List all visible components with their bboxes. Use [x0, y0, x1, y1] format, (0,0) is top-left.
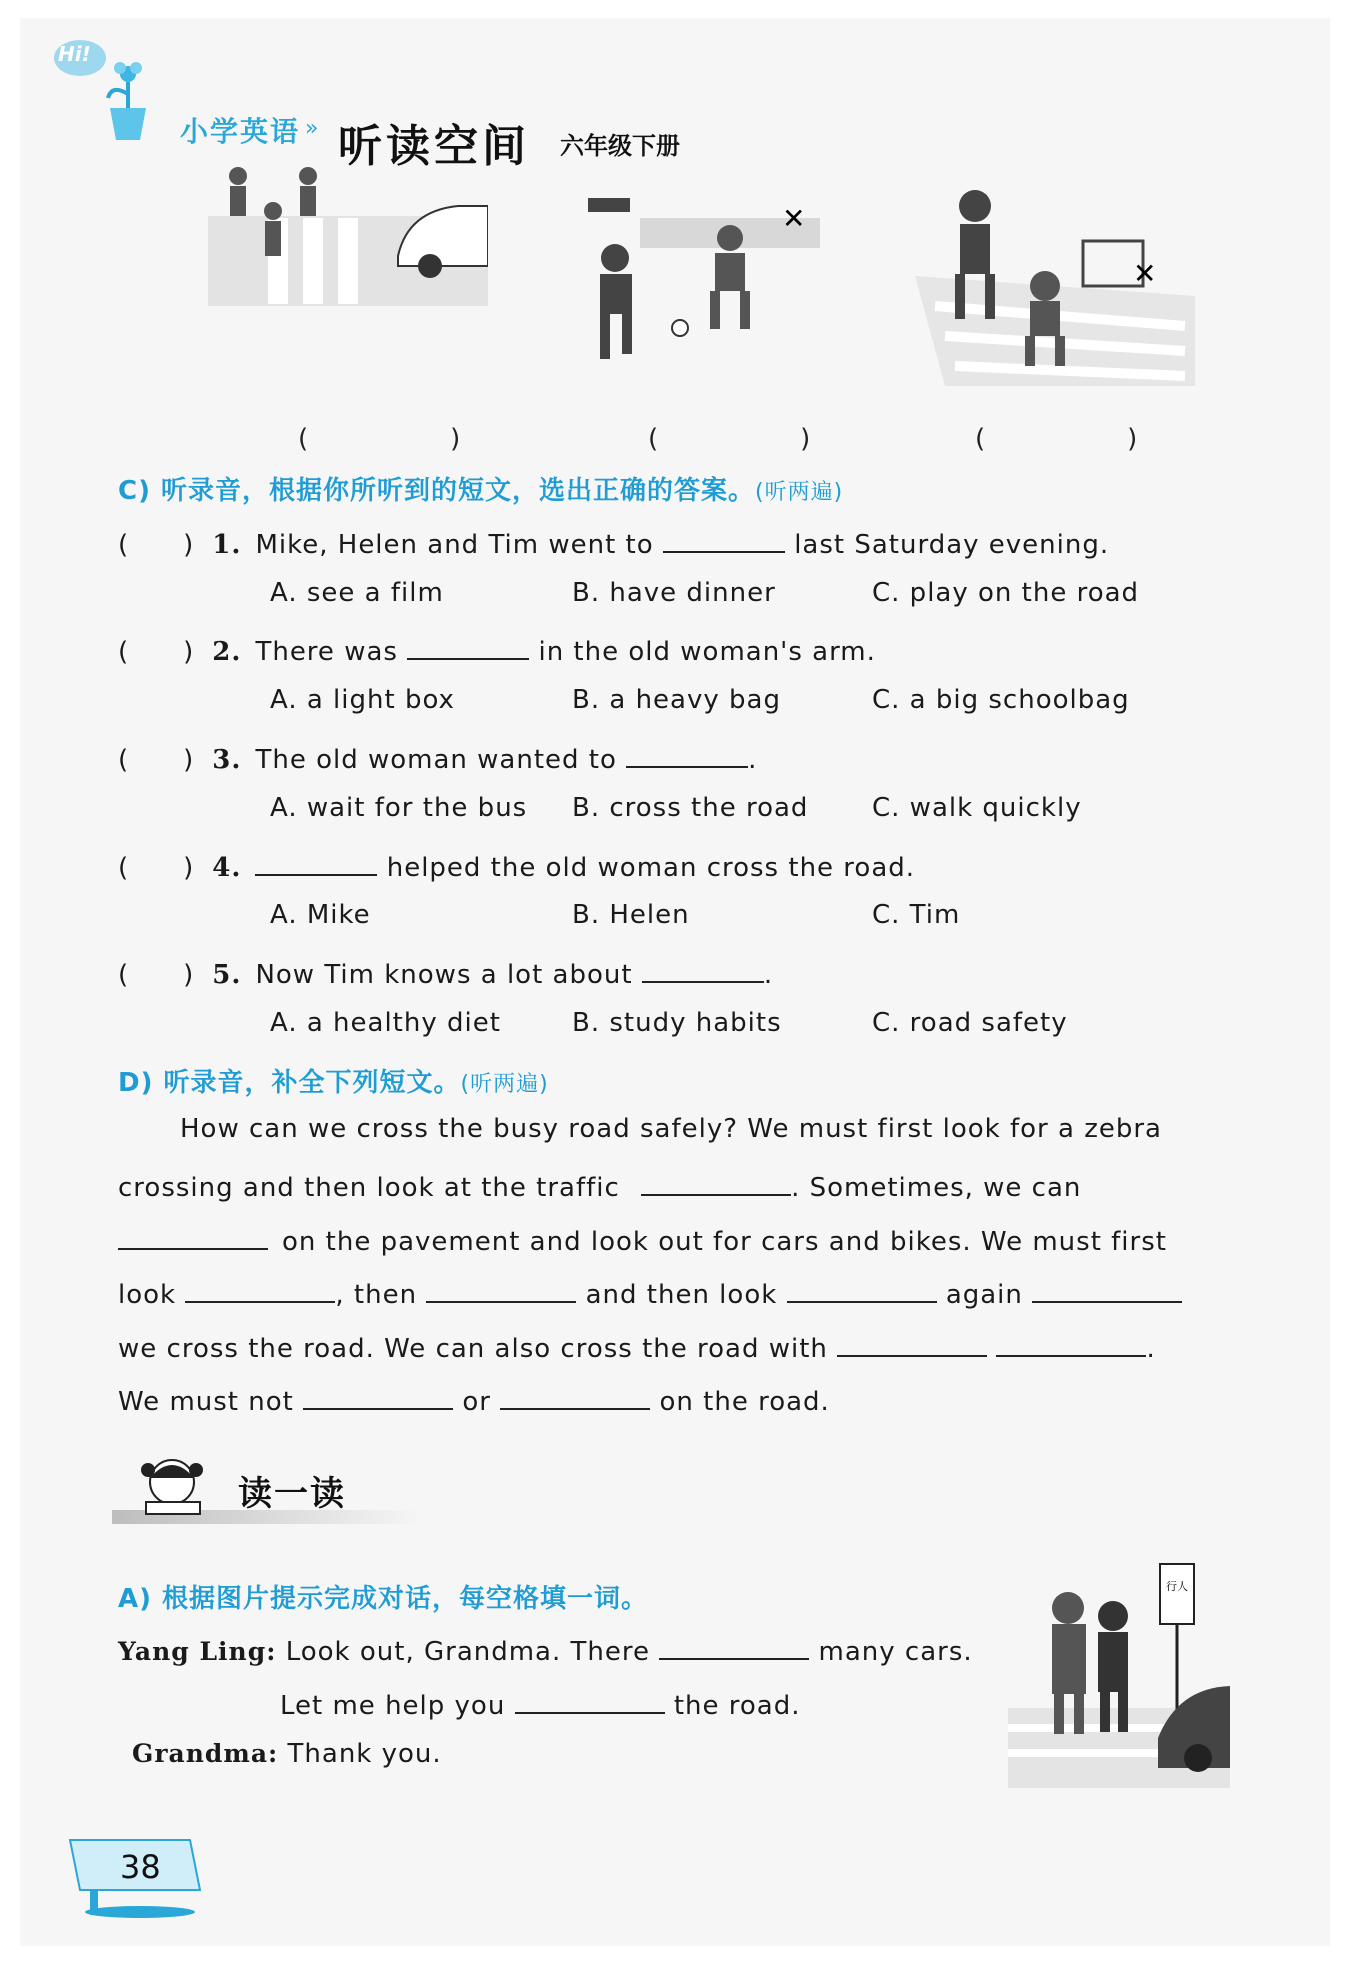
question-number: 2. — [212, 637, 242, 667]
passage-text: . Sometimes, we can — [791, 1173, 1082, 1203]
question-text-end: . — [763, 960, 774, 990]
dialogue-text: Thank you. — [287, 1739, 442, 1769]
read-section-a-heading: A) 根据图片提示完成对话，每空格填一词。 — [118, 1584, 649, 1614]
passage-blank-7[interactable] — [837, 1329, 987, 1357]
option-b[interactable]: B. cross the road — [572, 793, 809, 823]
passage-blank-2[interactable] — [118, 1222, 268, 1250]
answer-paren[interactable]: ( ) — [118, 960, 195, 990]
question-number: 3. — [212, 745, 242, 775]
passage-text: We must not — [118, 1387, 294, 1417]
question-text: Mike, Helen and Tim went to — [255, 530, 654, 560]
section-d-heading — [118, 1062, 549, 1099]
dialogue-line-3 — [132, 1739, 442, 1769]
passage-text: we cross the road. We can also cross the road with — [118, 1334, 828, 1364]
kids-playing-ball-picture — [560, 198, 820, 373]
picture-answer-3[interactable]: ( ) — [975, 424, 1168, 454]
question-number: 5. — [212, 960, 242, 990]
option-b[interactable]: B. have dinner — [572, 578, 776, 608]
header-badge: Hi! — [58, 42, 91, 66]
passage-blank-10[interactable] — [500, 1382, 650, 1410]
passage-text: on the road. — [659, 1387, 830, 1417]
dialogue-text: Let me help you — [280, 1691, 506, 1721]
passage-blank-4[interactable] — [426, 1275, 576, 1303]
question-text-end: . — [748, 745, 758, 775]
passage-text: and then look — [585, 1280, 778, 1310]
option-a[interactable]: A. a light box — [270, 685, 455, 715]
passage-text: on the pavement and look out for cars and bikes. We must first — [282, 1227, 1167, 1257]
section-c-title: C) 听录音，根据你所听到的短文，选出正确的答案。 — [118, 476, 756, 506]
question-text: The old woman wanted to — [255, 745, 617, 775]
passage-text: or — [462, 1387, 491, 1417]
answer-blank[interactable] — [626, 740, 748, 768]
question-text-end: helped the old woman cross the road. — [386, 853, 916, 883]
answer-paren[interactable]: ( ) — [118, 530, 195, 560]
speaker-name: Grandma: — [132, 1739, 279, 1768]
option-b[interactable]: B. Helen — [572, 900, 690, 930]
passage-line-2 — [118, 1168, 1081, 1203]
svg-text:✕: ✕ — [782, 202, 806, 235]
option-a[interactable]: A. wait for the bus — [270, 793, 528, 823]
dialogue-text: the road. — [673, 1691, 801, 1721]
dialogue-blank-1[interactable] — [659, 1632, 809, 1660]
passage-text: look — [118, 1280, 177, 1310]
question-text: Now Tim knows a lot about — [255, 960, 633, 990]
passage-line-4 — [118, 1275, 1182, 1310]
option-a[interactable]: A. a healthy diet — [270, 1008, 501, 1038]
passage-blank-1[interactable] — [641, 1168, 791, 1196]
dialogue-blank-2[interactable] — [515, 1686, 665, 1714]
question-text-end: last Saturday evening. — [794, 530, 1110, 560]
crossing-sign-text: 行人 — [1166, 1580, 1188, 1593]
answer-blank[interactable] — [407, 632, 529, 660]
passage-line-6 — [118, 1382, 830, 1417]
question-2 — [118, 631, 876, 668]
passage-blank-6[interactable] — [1032, 1275, 1182, 1303]
dialogue-line-1 — [118, 1632, 973, 1667]
option-c[interactable]: C. walk quickly — [872, 793, 1082, 823]
answer-paren[interactable]: ( ) — [118, 745, 195, 775]
question-4 — [118, 847, 915, 884]
dialogue-text: Look out, Grandma. There — [285, 1637, 650, 1667]
page-number: 38 — [120, 1848, 161, 1886]
passage-blank-5[interactable] — [787, 1275, 937, 1303]
option-c[interactable]: C. a big schoolbag — [872, 685, 1130, 715]
question-3 — [118, 739, 757, 776]
read-section-title: 读一读 — [238, 1474, 346, 1514]
boy-running-across-road-picture — [915, 186, 1195, 386]
header-title: 听读空间 — [338, 121, 530, 172]
question-text: There was — [255, 637, 398, 667]
passage-text: . — [1146, 1334, 1156, 1364]
workbook-page — [20, 18, 1330, 1946]
question-number: 1. — [212, 530, 242, 560]
passage-line-3 — [118, 1222, 1167, 1257]
passage-text: crossing and then look at the traffic — [118, 1173, 620, 1203]
passage-blank-9[interactable] — [303, 1382, 453, 1410]
option-c[interactable]: C. play on the road — [872, 578, 1140, 608]
answer-blank[interactable] — [663, 525, 785, 553]
answer-blank[interactable] — [255, 848, 377, 876]
passage-text: again — [945, 1280, 1023, 1310]
header-series: 小学英语 — [180, 115, 301, 148]
option-a[interactable]: A. Mike — [270, 900, 371, 930]
section-d-note: (听两遍) — [460, 1072, 549, 1097]
picture-answer-1[interactable]: ( ) — [298, 424, 491, 454]
question-5 — [118, 954, 773, 991]
header-grade: 六年级下册 — [560, 132, 680, 160]
question-1 — [118, 524, 1109, 561]
speaker-name: Yang Ling: — [118, 1637, 277, 1666]
passage-blank-8[interactable] — [996, 1329, 1146, 1357]
answer-paren[interactable]: ( ) — [118, 637, 195, 667]
answer-blank[interactable] — [642, 955, 764, 983]
picture-answer-2[interactable]: ( ) — [648, 424, 841, 454]
section-d-title: D) 听录音，补全下列短文。 — [118, 1068, 461, 1098]
passage-line-5 — [118, 1329, 1156, 1364]
svg-text:✕: ✕ — [1133, 257, 1157, 290]
passage-blank-3[interactable] — [185, 1275, 335, 1303]
question-text-end: in the old woman's arm. — [538, 637, 876, 667]
option-b[interactable]: B. a heavy bag — [572, 685, 781, 715]
answer-paren[interactable]: ( ) — [118, 853, 195, 883]
option-c[interactable]: C. road safety — [872, 1008, 1068, 1038]
option-a[interactable]: A. see a film — [270, 578, 444, 608]
option-b[interactable]: B. study habits — [572, 1008, 782, 1038]
zebra-crossing-picture — [208, 156, 488, 306]
dialogue-text: many cars. — [818, 1637, 973, 1667]
sound-wave-icon: » — [305, 116, 319, 141]
section-c-note: (听两遍) — [755, 480, 844, 505]
question-number: 4. — [212, 853, 242, 883]
option-c[interactable]: C. Tim — [872, 900, 961, 930]
grandma-crossing-picture — [1008, 1558, 1230, 1788]
dialogue-line-2 — [280, 1686, 801, 1721]
passage-text: , then — [335, 1280, 418, 1310]
section-c-heading — [118, 470, 843, 507]
passage-line-1: How can we cross the busy road safely? We must first look for a zebra — [180, 1114, 1162, 1144]
